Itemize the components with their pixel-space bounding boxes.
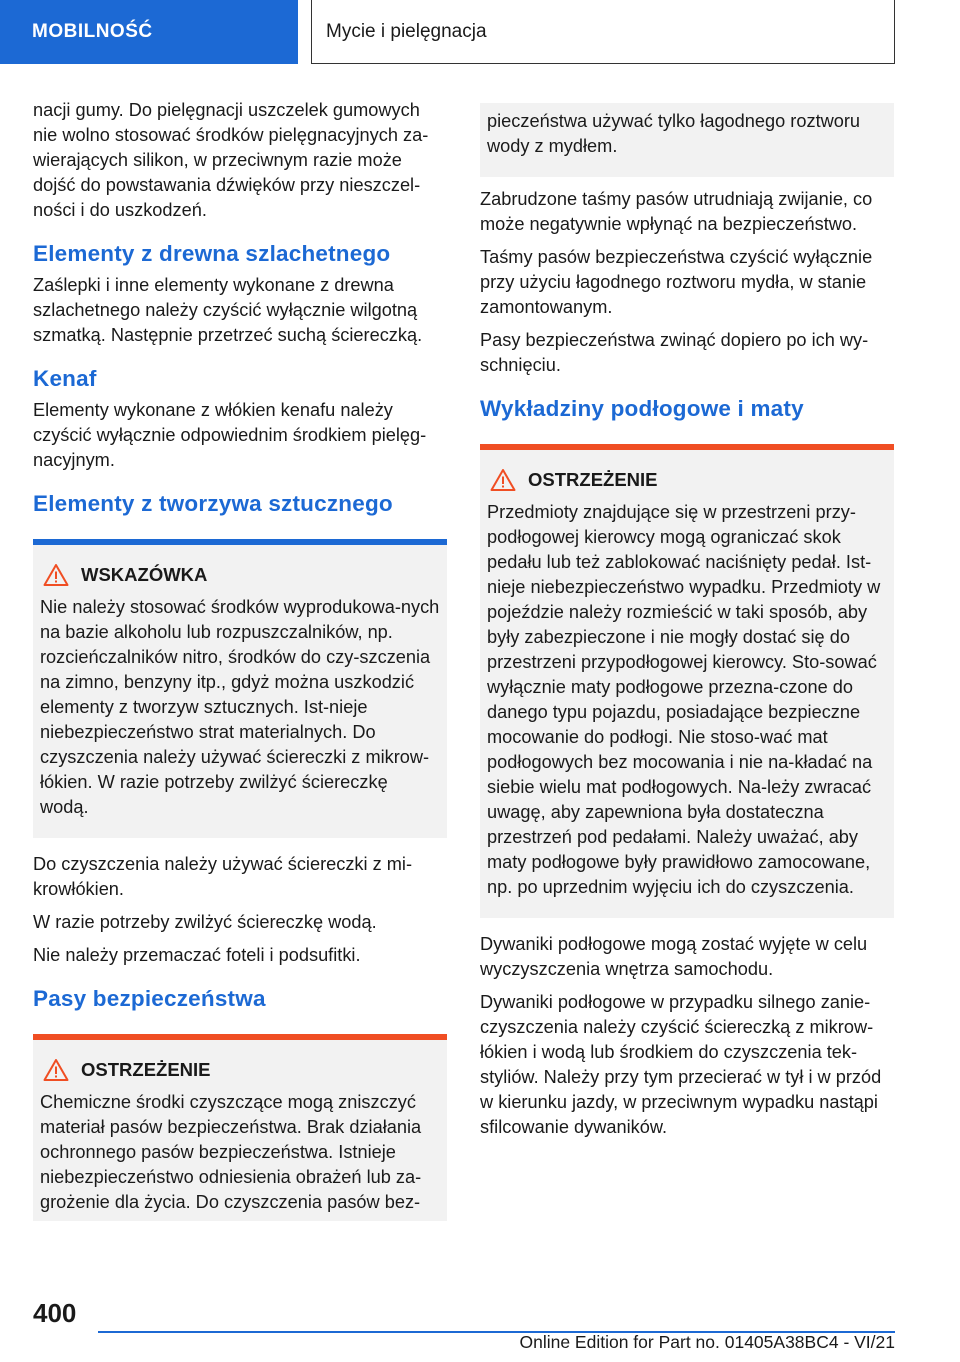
paragraph-kenaf: Elementy wykonane z włókien kenafu należy czyścić wyłącznie odpowiednim środkiem pielęg-nacyjnym. [33, 400, 427, 470]
notice-header [40, 561, 440, 589]
warning-header-belts [40, 1056, 440, 1084]
left-column [33, 98, 447, 1221]
paragraph-belts-2: Taśmy pasów bezpieczeństwa czyścić wyłącznie przy użyciu łagodnego roztworu mydła, w stanie zamontowanym. [480, 247, 873, 317]
heading-mats: Wykładziny podłogowe i maty [480, 396, 804, 421]
notice-title: WSKAZÓWKA [81, 564, 208, 585]
page-title: Mycie i pielęgnacja [311, 0, 895, 64]
warning-box-belts [33, 1034, 447, 1221]
paragraph-plastic-3: Nie należy przemaczać foteli i podsufitki. [33, 945, 361, 965]
heading-kenaf: Kenaf [33, 366, 97, 391]
page-number: 400 [33, 1298, 77, 1328]
paragraph-mats-1: Dywaniki podłogowe mogą zostać wyjęte w celu wyczyszczenia wnętrza samochodu. [480, 934, 868, 979]
paragraph-belts-3: Pasy bezpieczeństwa zwinąć dopiero po ich wy-schnięciu. [480, 330, 869, 375]
footer-edition: Online Edition for Part no. 01405A38BC4 - VI/21 [519, 1332, 895, 1352]
warning-text-belts: Chemiczne środki czyszczące mogą zniszczyć materiał pasów bezpieczeństwa. Brak działania ochronnego pasów bezpieczeństwa. Istnieje niebezpieczeństwo odniesienia obrażeń lub za-grożenie dla życia. Do czyszczenia pasów bez- [40, 1092, 422, 1212]
warning-triangle-icon [490, 468, 516, 492]
paragraph-plastic-1: Do czyszczenia należy używać ściereczki z mi-krowłókien. [33, 854, 413, 899]
warning-title-mats: OSTRZEŻENIE [528, 469, 658, 490]
warning-triangle-icon [43, 1058, 69, 1082]
paragraph-wood: Zaślepki i inne elementy wykonane z drewna szlachetnego należy czyścić wyłącznie wilgotną szmatką. Następnie przetrzeć suchą ściereczką. [33, 275, 423, 345]
warning-header-mats [487, 466, 887, 494]
heading-plastic: Elementy z tworzywa sztucznego [33, 491, 393, 516]
warning-triangle-icon [43, 563, 69, 587]
heading-belts: Pasy bezpieczeństwa [33, 986, 266, 1011]
right-column [480, 103, 894, 1148]
warning-box-belts-continued [480, 103, 894, 177]
warning-title-belts: OSTRZEŻENIE [81, 1059, 211, 1080]
paragraph-plastic-2: W razie potrzeby zwilżyć ściereczkę wodą. [33, 912, 377, 932]
paragraph-intro: nacji gumy. Do pielęgnacji uszczelek gumowych nie wolno stosować środków pielęgnacyjnych za-wierających silikon, w przeciwnym razie może dojść do powstawania dźwięków przy nieszczel-ności i do uszkodzeń. [33, 100, 429, 220]
warning-box-mats [480, 444, 894, 918]
section-tab: MOBILNOŚĆ [0, 0, 298, 64]
heading-wood: Elementy z drewna szlachetnego [33, 241, 391, 266]
notice-text: Nie należy stosować środków wyprodukowa-nych na bazie alkoholu lub rozpuszczalników, np. rozcieńczalników nitro, środków do czy-szczenia na zimno, benzyny itp., gdyż można uszkodzić elementy z tworzyw sztucznych. Ist-nieje niebezpieczeństwo strat materialnych. Do czyszczenia należy używać ściereczki z mikrow-łókien. W razie potrzeby zwilżyć ściereczkę wodą. [40, 597, 440, 817]
paragraph-mats-2: Dywaniki podłogowe w przypadku silnego zanie-czyszczenia należy czyścić ściereczką z mikrow-łókien i wodą lub środkiem do czyszczenia tek-styliów. Należy przy tym przecierać w tył i w przód w kierunku jazdy, w przeciwnym wypadku nastąpi sfilcowanie dywaników. [480, 992, 882, 1137]
notice-box [33, 539, 447, 838]
warning-text-belts-continued: pieczeństwa używać tylko łagodnego roztworu wody z mydłem. [487, 111, 861, 156]
warning-text-mats: Przedmioty znajdujące się w przestrzeni przy-podłogowej kierowcy mogą ograniczać skok pedału lub też zablokować naciśnięty pedał. Ist-nieje niebezpieczeństwo wypadku. Przedmioty w pojeździe należy rozmieścić w taki sposób, aby były zabezpieczone i nie mogły dostać się do przestrzeni przypodłogowej kierowcy. Sto-sować wyłącznie maty podłogowe przezna-czone do danego typu pojazdu, posiadające bezpieczne mocowanie do podłogi. Nie stoso-wać mat podłogowych bez mocowania i nie na-kładać na siebie wielu mat podłogowych. Na-leży zwracać uwagę, aby zapewniona była dostateczna przestrzeń pod pedałami. Należy uważać, aby maty podłogowe były prawidłowo zamocowane, np. po uprzednim wyjęciu ich do czyszczenia. [487, 502, 881, 897]
paragraph-belts-1: Zabrudzone taśmy pasów utrudniają zwijanie, co może negatywnie wpłynąć na bezpieczeństwo. [480, 189, 873, 234]
